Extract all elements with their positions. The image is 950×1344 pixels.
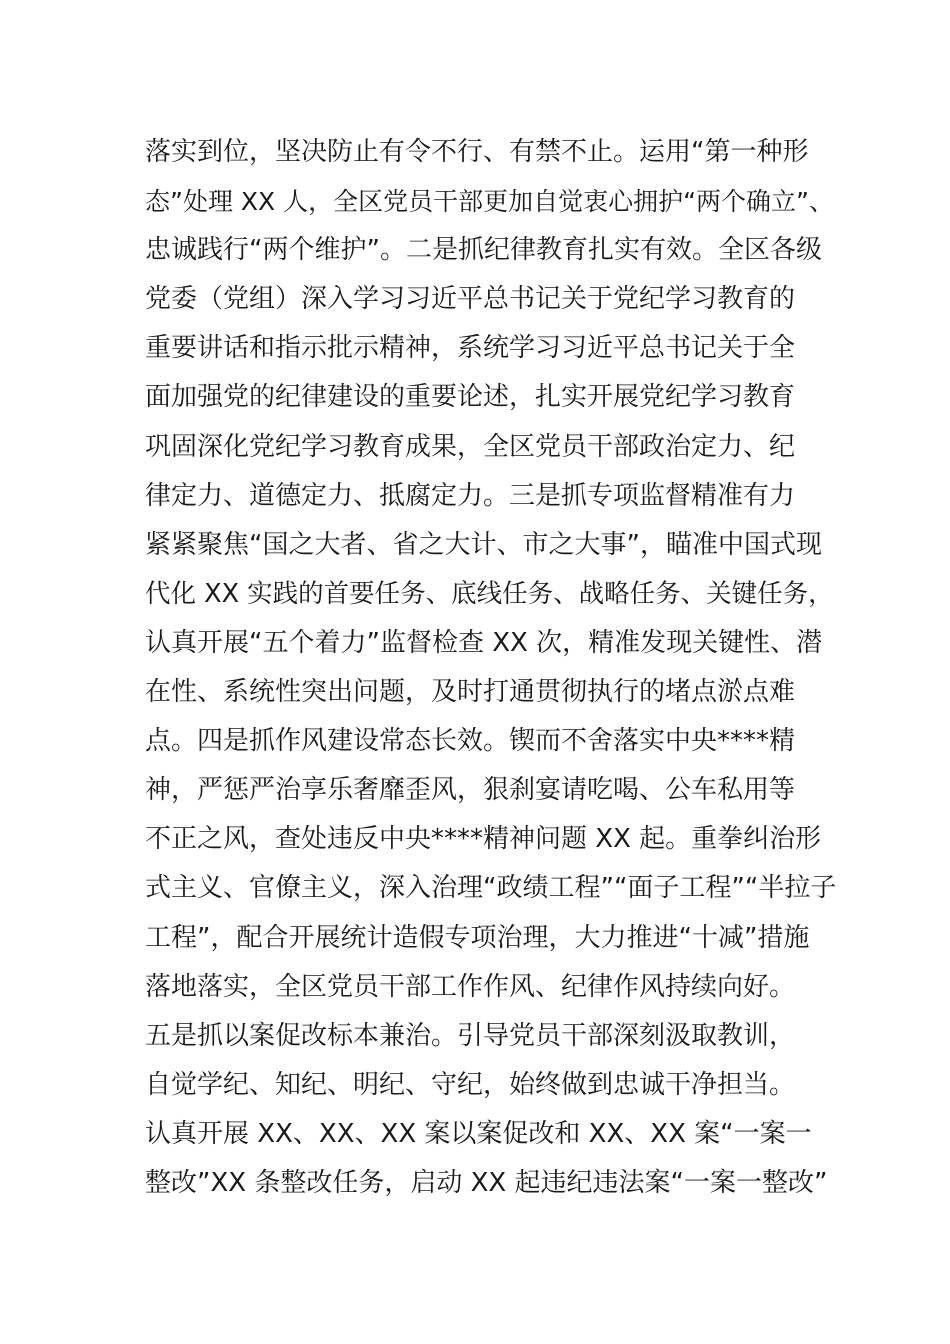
text-line: 整改”XX 条整改任务，启动 XX 起违纪违法案“一案一整改”	[145, 1167, 828, 1198]
text-line: 律定力、道德定力、抵腐定力。三是抓专项监督精准有力	[145, 480, 796, 511]
text-line: 五是抓以案促改标本兼治。引导党员干部深刻汲取教训，	[145, 1020, 796, 1051]
text-line: 落地落实，全区党员干部工作作风、纪律作风持续向好。	[145, 971, 796, 1002]
text-line: 党委（党组）深入学习习近平总书记关于党纪学习教育的	[145, 284, 796, 315]
text-line: 认真开展 XX、XX、XX 案以案促改和 XX、XX 案“一案一	[145, 1118, 812, 1149]
body-text	[145, 128, 845, 1208]
text-line: 巩固深化党纪学习教育成果，全区党员干部政治定力、纪	[145, 431, 796, 462]
text-line: 紧紧聚焦“国之大者、省之大计、市之大事”，瞄准中国式现	[145, 529, 822, 560]
text-line: 不正之风，查处违反中央****精神问题 XX 起。重拳纠治形	[145, 824, 822, 855]
text-line: 忠诚践行“两个维护”。二是抓纪律教育扎实有效。全区各级	[145, 235, 822, 266]
text-line: 重要讲话和指示批示精神，系统学习习近平总书记关于全	[145, 333, 796, 364]
text-line: 落实到位，坚决防止有令不行、有禁不止。运用“第一种形	[145, 137, 809, 167]
text-line: 点。四是抓作风建设常态长效。锲而不舍落实中央****精	[145, 726, 796, 757]
text-line: 态”处理 XX 人，全区党员干部更加自觉衷心拥护“两个确立”、	[145, 187, 835, 217]
text-line: 工程”，配合开展统计造假专项治理，大力推进“十减”措施	[145, 922, 810, 953]
text-line: 代化 XX 实践的首要任务、底线任务、战略任务、关键任务，	[145, 578, 834, 609]
text-line: 自觉学纪、知纪、明纪、守纪，始终做到忠诚干净担当。	[145, 1069, 796, 1100]
text-line: 神，严惩严治享乐奢靡歪风，狠刹宴请吃喝、公车私用等	[145, 775, 796, 806]
text-line: 在性、系统性突出问题，及时打通贯彻执行的堵点淤点难	[145, 677, 796, 708]
text-line: 认真开展“五个着力”监督检查 XX 次，精准发现关键性、潜	[145, 627, 823, 658]
text-line: 式主义、官僚主义，深入治理“政绩工程”“面子工程”“半拉子	[145, 873, 837, 904]
text-line: 面加强党的纪律建设的重要论述，扎实开展党纪学习教育	[145, 382, 796, 413]
